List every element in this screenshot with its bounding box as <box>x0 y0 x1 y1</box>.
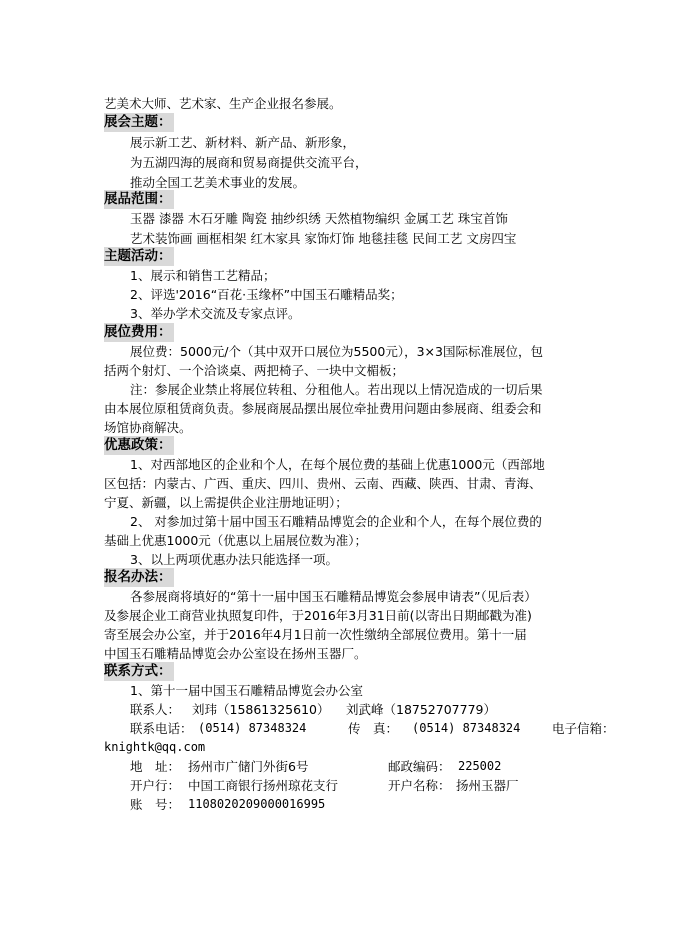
account-no-value: 1108020209000016995 <box>188 797 326 811</box>
fees-line: 注：参展企业禁止将展位转租、分租他人。若出现以上情况造成的一切后果 <box>130 382 543 397</box>
fax-label: 传 真： <box>348 721 399 736</box>
signup-line: 寄至展会办公室，并于2016年4月1日前一次性缴纳全部展位费用。第十一届 <box>104 627 527 642</box>
contact-person-1: 刘玮（15861325610） <box>192 702 330 717</box>
activity-item: 2、评选'2016“百花·玉缘杯”中国玉石雕精品奖； <box>130 287 403 302</box>
contact-account-row <box>130 795 530 814</box>
signup-line: 各参展商将填好的“第十一届中国玉石雕精品博览会参展申请表”（见后表） <box>130 589 537 604</box>
discount-line: 宁夏、新疆，以上需提供企业注册地证明）； <box>104 495 348 510</box>
signup-line: 及参展企业工商营业执照复印件，于2016年3月31日前(以寄出日期邮戳为准) <box>104 608 532 623</box>
contact-address-row <box>130 757 650 776</box>
contact-person-2: 刘武峰（18752707779） <box>346 702 496 717</box>
fees-heading: 展位费用： <box>104 324 172 340</box>
theme-heading: 展会主题： <box>104 114 172 130</box>
theme-line: 展示新工艺、新材料、新产品、新形象， <box>130 135 356 150</box>
scope-line: 玉器 漆器 木石牙雕 陶瓷 抽纱织绣 天然植物编织 金属工艺 珠宝首饰 <box>130 211 508 226</box>
theme-line: 推动全国工艺美术事业的发展。 <box>130 175 306 190</box>
discount-line: 区包括：内蒙古、广西、重庆、四川、贵州、云南、西藏、陕西、甘肃、青海、 <box>104 476 542 491</box>
activity-item: 3、举办学术交流及专家点评。 <box>130 306 301 321</box>
contact-persons-label: 联系人： <box>130 702 181 717</box>
phone-value: (0514) 87348324 <box>198 721 307 735</box>
account-no-label: 账 号： <box>130 797 181 812</box>
fees-line: 括两个射灯、一个洽谈桌、两把椅子、一块中文楣板； <box>104 363 405 378</box>
address-value: 扬州市广储门外街6号 <box>188 759 309 774</box>
postcode-label: 邮政编码： <box>388 759 451 774</box>
bank-label: 开户行： <box>130 778 181 793</box>
account-name-label: 开户名称： <box>388 778 451 793</box>
address-label: 地 址： <box>130 759 181 774</box>
bank-value: 中国工商银行扬州琼花支行 <box>188 778 339 793</box>
discount-line: 基础上优惠1000元（优惠以上届展位数为准）； <box>104 533 368 548</box>
discount-line: 1、对西部地区的企业和个人，在每个展位费的基础上优惠1000元（西部地 <box>130 457 545 472</box>
email-value[interactable]: knightk@qq.com <box>104 740 206 754</box>
scope-line: 艺术装饰画 画框相架 红木家具 家饰灯饰 地毯挂毯 民间工艺 文房四宝 <box>130 231 517 246</box>
discount-line: 3、以上两项优惠办法只能选择一项。 <box>130 552 338 567</box>
fees-line: 由本展位原租赁商负责。参展商展品摆出展位牵扯费用问题由参展商、组委会和 <box>104 401 542 416</box>
fees-line: 场馆协商解决。 <box>104 420 192 435</box>
contact-bank-row <box>130 776 650 795</box>
activities-heading: 主题活动： <box>104 248 172 264</box>
account-name-value: 扬州玉器厂 <box>456 778 519 793</box>
fees-line: 展位费：5000元/个（其中双开口展位为5500元），3×3国际标准展位，包 <box>130 344 543 359</box>
phone-label: 联系电话： <box>130 721 193 736</box>
signup-line: 中国玉石雕精品博览会办公室设在扬州玉器厂。 <box>104 646 367 661</box>
discount-heading: 优惠政策： <box>104 437 172 453</box>
contact-heading: 联系方式： <box>104 663 172 679</box>
contact-office: 1、第十一届中国玉石雕精品博览会办公室 <box>130 683 363 698</box>
discount-line: 2、 对参加过第十届中国玉石雕精品博览会的企业和个人，在每个展位费的 <box>130 514 542 529</box>
email-label: 电子信箱： <box>552 721 615 736</box>
intro-text: 艺美术大师、艺术家、生产企业报名参展。 <box>104 96 342 111</box>
fax-value: (0514) 87348324 <box>412 721 521 735</box>
contact-phone-row <box>130 719 690 738</box>
activity-item: 1、展示和销售工艺精品； <box>130 268 276 283</box>
signup-heading: 报名办法： <box>104 569 172 585</box>
scope-heading: 展品范围： <box>104 191 172 207</box>
contact-persons-row <box>130 700 650 719</box>
postcode-value: 225002 <box>458 759 502 773</box>
theme-line: 为五湖四海的展商和贸易商提供交流平台， <box>130 155 368 170</box>
